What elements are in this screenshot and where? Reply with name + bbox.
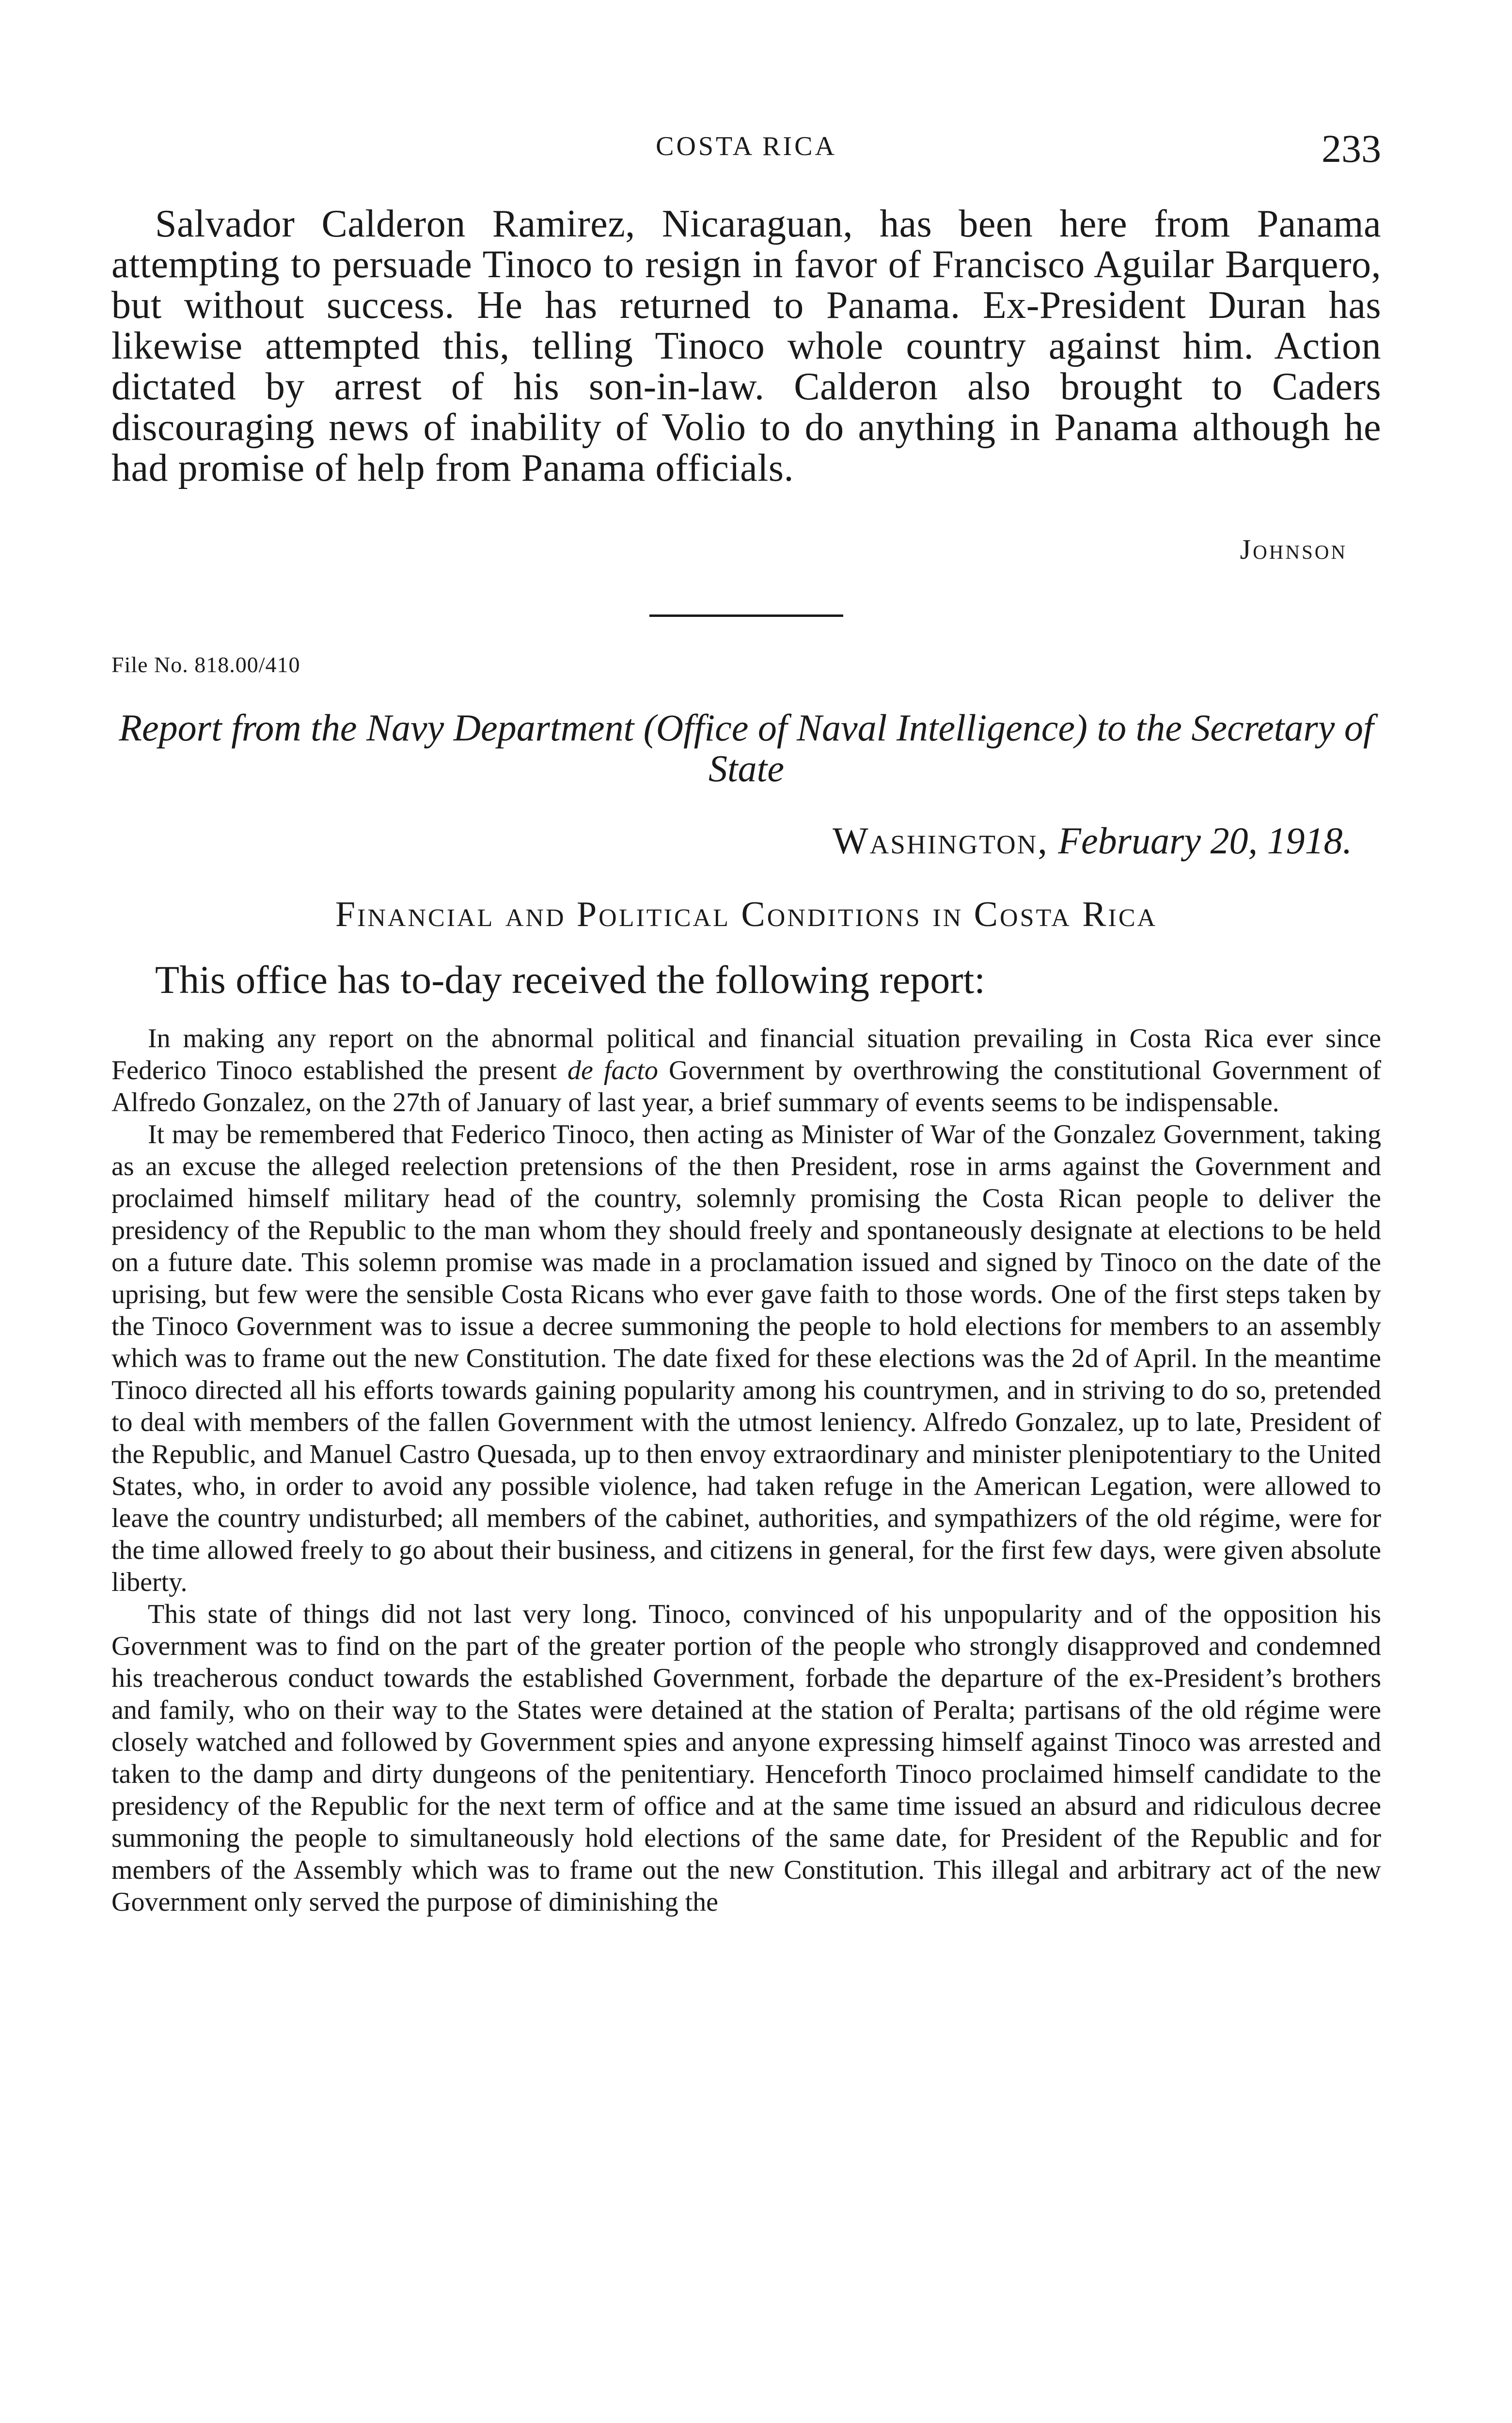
report-paragraph: It may be remembered that Federico Tinoco, then acting as Minister of War of the Gonzalez Government, taking as an excuse the alleged reelection pretensions of the then President, rose in arms against the Government and proclaimed himself military head of the country, solemnly promising the Costa Rican people to deliver the presidency of the Republic to the man whom they should freely and spontaneously designate at elections to be held on a future date. This solemn promise was made in a proclamation issued and signed by Tinoco on the date of the uprising, but few were the sensible Costa Ricans who ever gave faith to those words. One of the first steps taken by the Tinoco Government was to issue a decree summoning the people to hold elections for members to an assembly which was to frame out the new Constitution. The date fixed for these elections was the 2d of April. In the meantime Tinoco directed all his efforts towards gaining popularity among his countrymen, and in striving to do so, pretended to deal with members of the fallen Government with the utmost leniency. Alfredo Gonzalez, up to late, President of the Republic, and Manuel Castro Quesada, up to then envoy extraordinary and minister plenipotentiary to the United States, who, in order to avoid any possible violence, had taken refuge in the American Legation, were allowed to leave the country undisturbed; all members of the cabinet, authorities, and sympathizers of the old régime, were for the time allowed freely to go about their business, and citizens in general, for the first few days, were given absolute liberty. bbox=[111, 1119, 1381, 1597]
signature: Johnson bbox=[1240, 534, 1347, 565]
report-body bbox=[111, 1023, 1381, 1918]
report-p1-before: In making any report on the abnormal political and financial situation prevailing in Costa Rica ever since Federico Tinoco established the present bbox=[111, 1023, 1381, 1086]
running-head-title: COSTA RICA bbox=[656, 131, 837, 161]
section-divider bbox=[649, 614, 843, 617]
report-paragraph bbox=[111, 1023, 1381, 1118]
document-heading: Report from the Navy Department (Office of Naval Intelligence) to the Secretary of State bbox=[119, 707, 1374, 789]
report-p1-after: Government by overthrowing the constitutional Government of Alfredo Gonzalez, on the 27th of January of last year, a brief summary of events seems to be indispensable. bbox=[111, 1055, 1381, 1117]
dateline-date: February 20, 1918. bbox=[1058, 819, 1352, 862]
document-page bbox=[111, 0, 1381, 2423]
intro-line: This office has to-day received the following report: bbox=[155, 958, 986, 1002]
section-subheading: Financial and Political Conditions in Costa Rica bbox=[335, 895, 1158, 934]
page-number: 233 bbox=[1322, 126, 1381, 171]
running-head bbox=[111, 126, 1381, 170]
dateline-place: Washington, bbox=[832, 819, 1049, 862]
file-number: File No. 818.00/410 bbox=[111, 652, 300, 677]
report-p1-italic: de facto bbox=[567, 1055, 658, 1086]
dateline bbox=[833, 819, 1352, 863]
report-paragraph: This state of things did not last very long. Tinoco, convinced of his unpopularity and of the opposition his Government was to find on the part of the greater portion of the people who strongly disapproved and condemned his treacherous conduct towards the established Government, forbade the departure of the ex-President’s brothers and family, who on their way to the States were detained at the station of Peralta; partisans of the old régime were closely watched and followed by Government spies and anyone expressing himself against Tinoco was arrested and taken to the damp and dirty dungeons of the penitentiary. Henceforth Tinoco proclaimed himself candidate to the presidency of the Republic for the next term of office and at the same time issued an absurd and ridiculous decree summoning the people to simultaneously hold elections of the same date, for President of the Republic and for members of the Assembly which was to frame out the new Constitution. This illegal and arbitrary act of the new Government only served the purpose of diminishing the bbox=[111, 1599, 1381, 1917]
telegram-paragraph: Salvador Calderon Ramirez, Nicaraguan, has been here from Panama attempting to persuade Tinoco to resign in favor of Francisco Aguilar Barquero, but without success. He has returned to Panama. Ex-President Duran has likewise attempted this, telling Tinoco whole country against him. Action dictated by arrest of his son-in-law. Calderon also brought to Caders discouraging news of inability of Volio to do anything in Panama although he had promise of help from Panama officials. bbox=[111, 203, 1381, 489]
